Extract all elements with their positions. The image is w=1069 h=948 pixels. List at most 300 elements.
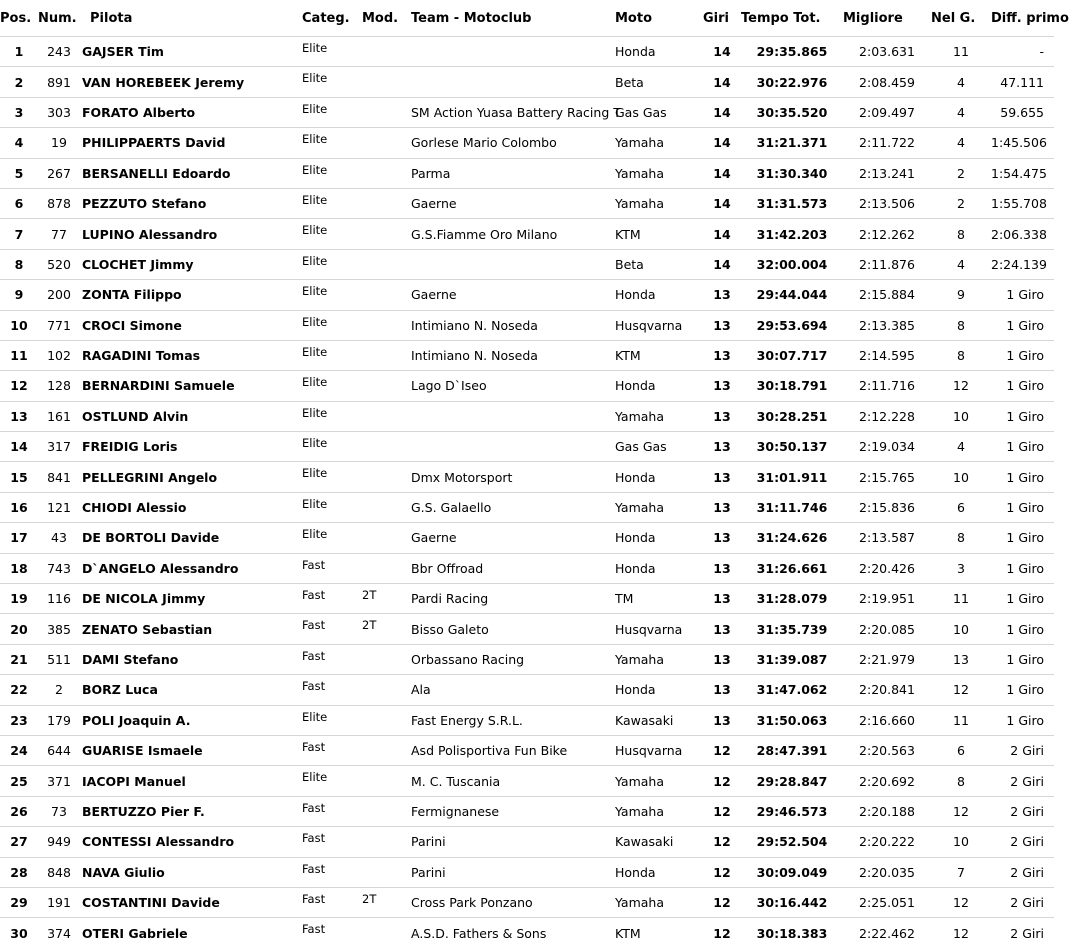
cell-num: 267 — [47, 165, 71, 181]
cell-pos: 20 — [10, 621, 28, 637]
cell-rider: DE BORTOLI Davide — [82, 530, 220, 546]
cell-rider: PEZZUTO Stefano — [82, 196, 207, 212]
cell-team: Bbr Offroad — [411, 560, 484, 576]
header-rider: Pilota — [90, 10, 133, 26]
cell-team — [411, 67, 615, 97]
cell-laps: 13 — [713, 652, 731, 667]
cell-total-time: 31:01.911 — [756, 469, 828, 485]
cell-best: 2:13.385 — [859, 317, 915, 333]
cell-team — [411, 432, 615, 462]
cell-in-lap: 8 — [957, 348, 965, 364]
cell-laps: 12 — [713, 895, 731, 911]
cell-bike: Yamaha — [615, 895, 664, 911]
cell-bike: Beta — [615, 256, 644, 272]
cell-bike: Kawasaki — [615, 712, 674, 728]
cell-category: Elite — [302, 770, 328, 785]
cell-rider: BERNARDINI Samuele — [82, 378, 235, 394]
cell-num: 43 — [51, 530, 67, 546]
cell-laps: 13 — [713, 530, 731, 546]
cell-best: 2:20.188 — [859, 803, 915, 819]
cell-category: Fast — [302, 679, 326, 694]
cell-category: Elite — [302, 375, 328, 390]
cell-bike: Honda — [615, 44, 656, 60]
table-row — [0, 432, 1054, 462]
cell-mod — [362, 735, 411, 765]
cell-category: Fast — [302, 922, 326, 937]
cell-in-lap: 12 — [953, 925, 969, 941]
cell-in-lap: 12 — [953, 682, 969, 698]
cell-pos: 26 — [10, 803, 28, 819]
cell-num: 374 — [47, 925, 71, 941]
cell-rider: CHIODI Alessio — [82, 500, 187, 516]
cell-in-lap: 6 — [957, 743, 965, 759]
cell-team: Intimiano N. Noseda — [411, 348, 538, 364]
cell-pos: 28 — [10, 864, 28, 880]
cell-in-lap: 8 — [957, 773, 965, 789]
cell-mod — [362, 188, 411, 218]
cell-num: 371 — [47, 773, 71, 789]
table-row — [0, 735, 1054, 765]
cell-pos: 1 — [14, 44, 24, 60]
table-row — [0, 219, 1054, 249]
cell-team: Lago D`Iseo — [411, 378, 487, 394]
cell-best: 2:25.051 — [859, 895, 915, 911]
cell-best: 2:11.716 — [859, 378, 915, 394]
cell-in-lap: 11 — [953, 44, 969, 60]
cell-mod — [362, 371, 411, 401]
cell-bike: Husqvarna — [615, 621, 683, 637]
cell-total-time: 30:18.791 — [756, 378, 828, 394]
cell-mod — [362, 523, 411, 553]
cell-in-lap: 2 — [957, 196, 965, 212]
cell-team: Parma — [411, 165, 451, 181]
cell-gap: 1:45.506 — [991, 135, 1047, 151]
cell-laps: 13 — [713, 591, 731, 607]
cell-category: Elite — [302, 436, 328, 451]
cell-in-lap: 8 — [957, 530, 965, 546]
cell-team: Intimiano N. Noseda — [411, 317, 538, 333]
cell-category: Elite — [302, 344, 328, 359]
cell-mod — [362, 644, 411, 674]
cell-rider: LUPINO Alessandro — [82, 226, 218, 242]
cell-bike: Honda — [615, 560, 656, 576]
cell-laps: 13 — [713, 408, 731, 424]
cell-laps: 13 — [713, 287, 731, 303]
cell-mod: 2T — [362, 618, 377, 633]
table-row — [0, 310, 1054, 340]
cell-laps: 12 — [713, 864, 731, 880]
cell-pos: 30 — [10, 925, 28, 941]
cell-laps: 14 — [713, 226, 731, 242]
cell-category: Fast — [302, 831, 326, 846]
cell-mod — [362, 432, 411, 462]
cell-pos: 14 — [10, 439, 28, 455]
cell-rider: BERSANELLI Edoardo — [82, 165, 231, 181]
cell-laps: 14 — [713, 44, 731, 60]
cell-bike: Yamaha — [615, 500, 664, 516]
cell-gap: 1 Giro — [1006, 652, 1044, 667]
table-row — [0, 523, 1054, 553]
cell-bike: Yamaha — [615, 652, 664, 667]
cell-num: 520 — [47, 256, 71, 272]
cell-total-time: 29:46.573 — [756, 803, 828, 819]
cell-num: 771 — [47, 317, 71, 333]
cell-num: 243 — [47, 44, 71, 60]
cell-num: 385 — [47, 621, 71, 637]
cell-num: 73 — [51, 803, 67, 819]
cell-pos: 6 — [14, 196, 24, 212]
cell-team: Fast Energy S.R.L. — [411, 712, 523, 728]
cell-mod — [362, 401, 411, 431]
cell-mod — [362, 553, 411, 583]
cell-in-lap: 2 — [957, 165, 965, 181]
cell-pos: 21 — [10, 652, 28, 667]
cell-category: Fast — [302, 861, 326, 876]
cell-in-lap: 12 — [953, 378, 969, 394]
cell-bike: Yamaha — [615, 135, 664, 151]
cell-rider: IACOPI Manuel — [82, 773, 186, 789]
cell-in-lap: 8 — [957, 226, 965, 242]
cell-laps: 12 — [713, 773, 731, 789]
cell-laps: 12 — [713, 925, 731, 941]
cell-bike: Honda — [615, 864, 656, 880]
cell-best: 2:13.506 — [859, 196, 915, 212]
cell-total-time: 30:35.520 — [756, 104, 828, 120]
cell-gap: 1 Giro — [1006, 530, 1044, 546]
cell-team — [411, 401, 615, 431]
cell-rider: CROCI Simone — [82, 317, 182, 333]
table-row — [0, 37, 1054, 67]
cell-num: 77 — [51, 226, 67, 242]
cell-pos: 4 — [14, 135, 24, 151]
cell-rider: RAGADINI Tomas — [82, 348, 201, 364]
cell-num: 848 — [47, 864, 71, 880]
cell-total-time: 29:28.847 — [756, 773, 828, 789]
cell-best: 2:13.587 — [859, 530, 915, 546]
cell-laps: 14 — [713, 74, 731, 90]
cell-num: 891 — [47, 74, 71, 90]
cell-best: 2:19.034 — [859, 439, 915, 455]
cell-gap: 2 Giri — [1010, 834, 1044, 850]
table-row — [0, 705, 1054, 735]
cell-team: Pardi Racing — [411, 591, 489, 607]
cell-bike: Honda — [615, 530, 656, 546]
cell-mod — [362, 158, 411, 188]
cell-total-time: 31:42.203 — [756, 226, 828, 242]
cell-laps: 14 — [713, 135, 731, 151]
cell-gap: 1 Giro — [1006, 469, 1044, 485]
cell-category: Elite — [302, 405, 328, 420]
cell-mod — [362, 128, 411, 158]
cell-rider: GUARISE Ismaele — [82, 743, 203, 759]
cell-team: G.S.Fiamme Oro Milano — [411, 226, 558, 242]
cell-total-time: 31:39.087 — [756, 652, 828, 667]
cell-best: 2:21.979 — [859, 652, 915, 667]
table-row — [0, 158, 1054, 188]
cell-rider: FREIDIG Loris — [82, 439, 178, 455]
table-row — [0, 827, 1054, 857]
header-bike: Moto — [615, 10, 653, 26]
cell-rider: POLI Joaquin A. — [82, 712, 191, 728]
cell-category: Elite — [302, 41, 328, 55]
cell-best: 2:13.241 — [859, 165, 915, 181]
table-row — [0, 371, 1054, 401]
cell-laps: 13 — [713, 439, 731, 455]
table-row — [0, 887, 1054, 917]
cell-pos: 22 — [10, 682, 28, 698]
cell-team: SM Action Yuasa Battery Racing T — [411, 104, 621, 120]
cell-mod — [362, 766, 411, 796]
cell-gap: 2:06.338 — [991, 226, 1047, 242]
cell-gap: 1 Giro — [1006, 591, 1044, 607]
table-row — [0, 918, 1054, 948]
cell-total-time: 30:50.137 — [756, 439, 828, 455]
cell-gap: 2:24.139 — [991, 256, 1047, 272]
cell-category: Fast — [302, 648, 326, 663]
cell-gap: 1 Giro — [1006, 560, 1044, 576]
cell-pos: 23 — [10, 712, 28, 728]
cell-rider: CLOCHET Jimmy — [82, 256, 194, 272]
table-row — [0, 128, 1054, 158]
cell-gap: 59.655 — [1000, 104, 1044, 120]
cell-pos: 13 — [10, 408, 28, 424]
cell-gap: 1 Giro — [1006, 408, 1044, 424]
cell-best: 2:14.595 — [859, 348, 915, 364]
cell-team: Gorlese Mario Colombo — [411, 135, 557, 151]
cell-pos: 10 — [10, 317, 28, 333]
cell-total-time: 31:28.079 — [756, 591, 828, 607]
cell-mod — [362, 796, 411, 826]
cell-total-time: 31:35.739 — [756, 621, 828, 637]
cell-laps: 13 — [713, 317, 731, 333]
cell-laps: 13 — [713, 560, 731, 576]
cell-category: Elite — [302, 709, 328, 724]
cell-in-lap: 12 — [953, 895, 969, 911]
cell-bike: Gas Gas — [615, 439, 667, 455]
cell-total-time: 31:24.626 — [756, 530, 828, 546]
table-row — [0, 796, 1054, 826]
cell-team: Orbassano Racing — [411, 652, 525, 667]
cell-bike: KTM — [615, 925, 641, 941]
cell-total-time: 31:11.746 — [756, 500, 828, 516]
cell-category: Elite — [302, 101, 328, 116]
cell-in-lap: 13 — [953, 652, 969, 667]
cell-total-time: 31:26.661 — [756, 560, 828, 576]
cell-gap: 2 Giri — [1010, 864, 1044, 880]
cell-laps: 12 — [713, 743, 731, 759]
cell-in-lap: 12 — [953, 803, 969, 819]
cell-best: 2:20.035 — [859, 864, 915, 880]
table-row — [0, 401, 1054, 431]
cell-total-time: 30:16.442 — [756, 895, 828, 911]
cell-gap: 2 Giri — [1010, 895, 1044, 911]
cell-total-time: 30:18.383 — [756, 925, 828, 941]
cell-best: 2:08.459 — [859, 74, 915, 90]
cell-laps: 13 — [713, 500, 731, 516]
cell-gap: 1 Giro — [1006, 439, 1044, 455]
cell-category: Elite — [302, 162, 328, 177]
cell-category: Fast — [302, 800, 326, 815]
cell-total-time: 31:30.340 — [756, 165, 828, 181]
cell-category: Elite — [302, 314, 328, 329]
cell-pos: 15 — [10, 469, 28, 485]
cell-bike: KTM — [615, 348, 641, 364]
cell-bike: Gas Gas — [615, 104, 667, 120]
cell-gap: 47.111 — [1000, 74, 1044, 90]
cell-bike: Honda — [615, 378, 656, 394]
cell-gap: 1 Giro — [1006, 712, 1044, 728]
cell-laps: 12 — [713, 803, 731, 819]
cell-num: 116 — [47, 591, 71, 607]
cell-best: 2:03.631 — [859, 44, 915, 60]
cell-mod — [362, 857, 411, 887]
header-row — [0, 0, 1054, 37]
cell-bike: Honda — [615, 469, 656, 485]
cell-best: 2:11.876 — [859, 256, 915, 272]
cell-gap: 1 Giro — [1006, 500, 1044, 516]
cell-category: Elite — [302, 192, 328, 207]
cell-team: M. C. Tuscania — [411, 773, 501, 789]
cell-team: Ala — [411, 682, 431, 698]
cell-pos: 3 — [14, 104, 24, 120]
cell-total-time: 30:22.976 — [756, 74, 828, 90]
cell-best: 2:20.426 — [859, 560, 915, 576]
cell-bike: Yamaha — [615, 408, 664, 424]
cell-in-lap: 4 — [957, 104, 965, 120]
cell-category: Fast — [302, 557, 326, 572]
table-row — [0, 766, 1054, 796]
cell-bike: Yamaha — [615, 803, 664, 819]
cell-category: Fast — [302, 739, 326, 754]
cell-bike: Yamaha — [615, 165, 664, 181]
cell-bike: Honda — [615, 287, 656, 303]
header-mod: Mod. — [362, 10, 399, 26]
cell-total-time: 29:53.694 — [756, 317, 828, 333]
cell-in-lap: 10 — [953, 621, 969, 637]
cell-bike: KTM — [615, 226, 641, 242]
cell-gap: 2 Giri — [1010, 803, 1044, 819]
cell-pos: 2 — [14, 74, 24, 90]
cell-bike: Beta — [615, 74, 644, 90]
cell-mod — [362, 37, 411, 67]
cell-gap: 1 Giro — [1006, 378, 1044, 394]
cell-num: 121 — [47, 500, 71, 516]
cell-laps: 14 — [713, 256, 731, 272]
cell-in-lap: 10 — [953, 469, 969, 485]
cell-gap: 1:55.708 — [991, 196, 1047, 212]
cell-category: Elite — [302, 527, 328, 542]
cell-total-time: 29:44.044 — [756, 287, 828, 303]
cell-in-lap: 10 — [953, 834, 969, 850]
cell-category: Fast — [302, 891, 326, 906]
cell-team — [411, 37, 615, 67]
cell-mod: 2T — [362, 588, 377, 603]
cell-num: 191 — [47, 895, 71, 911]
cell-in-lap: 4 — [957, 256, 965, 272]
table-row — [0, 584, 1054, 614]
cell-total-time: 31:50.063 — [756, 712, 828, 728]
cell-in-lap: 11 — [953, 712, 969, 728]
cell-gap: 1:54.475 — [991, 165, 1047, 181]
header-best: Migliore — [843, 10, 903, 26]
cell-pos: 19 — [10, 591, 28, 607]
cell-in-lap: 4 — [957, 74, 965, 90]
cell-rider: BORZ Luca — [82, 682, 158, 698]
cell-laps: 13 — [713, 378, 731, 394]
cell-best: 2:15.765 — [859, 469, 915, 485]
cell-mod — [362, 97, 411, 127]
table-row — [0, 644, 1054, 674]
cell-total-time: 31:47.062 — [756, 682, 828, 698]
cell-laps: 12 — [713, 834, 731, 850]
cell-team: Fermignanese — [411, 803, 500, 819]
cell-total-time: 29:35.865 — [756, 44, 828, 60]
header-pos: Pos. — [0, 10, 32, 26]
cell-total-time: 31:31.573 — [756, 196, 828, 212]
cell-pos: 24 — [10, 743, 28, 759]
cell-rider: COSTANTINI Davide — [82, 895, 220, 911]
cell-mod — [362, 705, 411, 735]
cell-total-time: 32:00.004 — [756, 256, 828, 272]
cell-best: 2:22.462 — [859, 925, 915, 941]
table-row — [0, 97, 1054, 127]
cell-pos: 25 — [10, 773, 28, 789]
cell-total-time: 30:07.717 — [756, 348, 828, 364]
cell-laps: 13 — [713, 469, 731, 485]
table-row — [0, 553, 1054, 583]
cell-best: 2:20.692 — [859, 773, 915, 789]
cell-team: Gaerne — [411, 196, 457, 212]
table-row — [0, 249, 1054, 279]
table-row — [0, 340, 1054, 370]
cell-gap: 2 Giri — [1010, 743, 1044, 759]
header-gap: Diff. primo — [991, 10, 1069, 26]
cell-rider: DE NICOLA Jimmy — [82, 591, 206, 607]
cell-in-lap: 8 — [957, 317, 965, 333]
cell-best: 2:15.836 — [859, 500, 915, 516]
cell-num: 317 — [47, 439, 71, 455]
cell-bike: Honda — [615, 682, 656, 698]
table-row — [0, 492, 1054, 522]
cell-category: Elite — [302, 253, 328, 268]
cell-bike: Kawasaki — [615, 834, 674, 850]
cell-rider: VAN HOREBEEK Jeremy — [82, 74, 245, 90]
cell-pos: 8 — [14, 256, 24, 272]
cell-num: 161 — [47, 408, 71, 424]
cell-best: 2:09.497 — [859, 104, 915, 120]
cell-pos: 11 — [10, 348, 28, 364]
cell-category: Elite — [302, 132, 328, 147]
table-row — [0, 857, 1054, 887]
cell-num: 102 — [47, 348, 71, 364]
cell-best: 2:20.222 — [859, 834, 915, 850]
cell-mod — [362, 310, 411, 340]
cell-team: Dmx Motorsport — [411, 469, 513, 485]
cell-num: 878 — [47, 196, 71, 212]
cell-gap: 1 Giro — [1006, 682, 1044, 698]
cell-pos: 17 — [10, 530, 28, 546]
cell-mod — [362, 67, 411, 97]
cell-num: 179 — [47, 712, 71, 728]
header-category: Categ. — [302, 10, 350, 26]
cell-in-lap: 11 — [953, 591, 969, 607]
cell-pos: 18 — [10, 560, 28, 576]
cell-gap: 1 Giro — [1006, 287, 1044, 303]
cell-laps: 13 — [713, 712, 731, 728]
cell-laps: 14 — [713, 165, 731, 181]
cell-num: 841 — [47, 469, 71, 485]
cell-in-lap: 10 — [953, 408, 969, 424]
